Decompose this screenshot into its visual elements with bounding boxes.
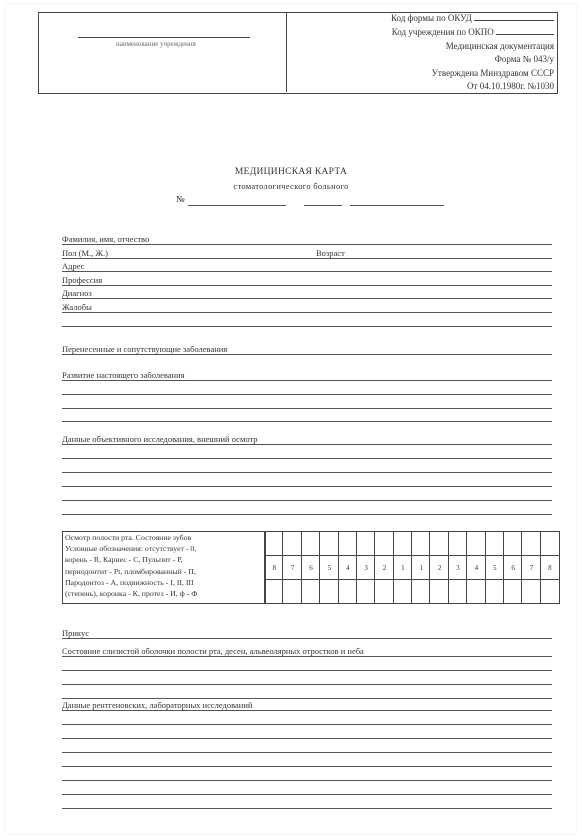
profession-label: Профессия <box>62 275 103 285</box>
xray-label: Данные рентгеновских, лабораторных исследований <box>62 700 253 710</box>
objective-exam-line-6[interactable] <box>62 514 552 515</box>
diagnosis-line[interactable] <box>62 298 552 299</box>
xray-line-7[interactable] <box>62 794 552 795</box>
sex-label: Пол (М., Ж.) <box>62 248 108 258</box>
tooth-number: 6 <box>511 564 515 572</box>
tooth-number: 8 <box>548 564 552 572</box>
objective-exam-line-2[interactable] <box>62 458 552 459</box>
dental-legend-line-3: корень - R, Кариес - С, Пульпит - Р, <box>65 555 183 565</box>
teeth-chart[interactable] <box>264 531 560 604</box>
diagnosis-label: Диагноз <box>62 288 92 298</box>
tooth-number: 8 <box>272 564 276 572</box>
med-documentation-label: Медицинская документация <box>445 41 554 51</box>
development-label: Развитие настоящего заболевания <box>62 370 185 380</box>
mucosa-line-4[interactable] <box>62 698 552 699</box>
approval-date: От 04.10.1980г. №1030 <box>467 81 554 91</box>
card-number-line <box>188 205 286 206</box>
sex-age-line[interactable] <box>62 258 552 259</box>
okud-code-label: Код формы по ОКУД <box>391 12 554 24</box>
complaints-line[interactable] <box>62 312 552 313</box>
tooth-number: 4 <box>345 564 350 572</box>
tooth-number: 1 <box>419 564 423 572</box>
past-diseases-label: Перенесенные и сопутствующие заболевания <box>62 344 228 354</box>
institution-caption: наименование учреждения <box>116 40 196 48</box>
tooth-number: 1 <box>401 564 405 572</box>
dental-legend-line-1: Осмотр полости рта. Состояние зубов <box>65 533 192 542</box>
okpo-code-label: Код учреждения по ОКПО <box>392 26 554 38</box>
address-line[interactable] <box>62 271 552 272</box>
tooth-number: 6 <box>309 564 313 572</box>
tooth-number: 2 <box>382 564 387 572</box>
mucosa-line-3[interactable] <box>62 684 552 685</box>
institution-name-line <box>78 37 250 38</box>
xray-line[interactable] <box>62 710 552 711</box>
dental-legend-line-2: Условные обозначения: отсутствует - 0, <box>65 544 197 554</box>
objective-exam-label: Данные объективного исследования, внешний осмотр <box>62 434 258 444</box>
tooth-number: 2 <box>437 564 442 572</box>
objective-exam-line[interactable] <box>62 444 552 445</box>
development-line-2[interactable] <box>62 394 552 395</box>
age-label: Возраст <box>316 248 345 258</box>
xray-line-3[interactable] <box>62 738 552 739</box>
mucosa-line-2[interactable] <box>62 670 552 671</box>
card-title: МЕДИЦИНСКАЯ КАРТА <box>234 167 348 177</box>
complaints-line-2[interactable] <box>62 326 552 327</box>
tooth-number: 3 <box>364 564 368 572</box>
tooth-number: 7 <box>529 564 534 572</box>
development-line[interactable] <box>62 380 552 381</box>
dental-legend-line-6: (степень), коронка - К, протез - И, ф - Ф <box>65 589 198 599</box>
development-line-3[interactable] <box>62 408 552 409</box>
profession-line[interactable] <box>62 285 552 286</box>
mucosa-label: Состояние слизистой оболочки полости рта, десен, альвеолярных отростков и неба <box>62 646 364 656</box>
xray-line-6[interactable] <box>62 780 552 781</box>
fio-label: Фамилия, имя, отчество <box>62 234 150 244</box>
xray-line-8[interactable] <box>62 808 552 809</box>
approval-label: Утверждена Минздравом СССР <box>431 68 554 78</box>
complaints-label: Жалобы <box>62 302 92 312</box>
card-date-line-1 <box>304 205 342 206</box>
tooth-number: 7 <box>290 564 295 572</box>
header-divider <box>286 12 287 92</box>
dental-legend-line-5: Пародонтоз - А, подвижность - I, II, III <box>65 577 194 587</box>
objective-exam-line-3[interactable] <box>62 472 552 473</box>
xray-line-4[interactable] <box>62 752 552 753</box>
bite-line[interactable] <box>62 638 552 639</box>
tooth-number: 5 <box>327 564 332 572</box>
tooth-number: 5 <box>492 564 497 572</box>
dental-legend-line-4: периодонтит - Pt, пломбированный - П, <box>65 566 196 576</box>
tooth-number: 3 <box>456 564 460 572</box>
objective-exam-line-4[interactable] <box>62 486 552 487</box>
objective-exam-line-5[interactable] <box>62 500 552 501</box>
fio-line[interactable] <box>62 244 552 245</box>
dental-legend-box <box>62 531 266 604</box>
form-number: Форма № 043/у <box>494 54 554 64</box>
xray-line-2[interactable] <box>62 724 552 725</box>
development-line-4[interactable] <box>62 421 552 422</box>
card-subtitle: стоматологического больного <box>233 181 349 191</box>
bite-label: Прикус <box>62 628 89 638</box>
address-label: Адрес <box>62 261 85 271</box>
card-date-line-2 <box>350 205 444 206</box>
tooth-number: 4 <box>474 564 479 572</box>
mucosa-line[interactable] <box>62 656 552 657</box>
past-diseases-line[interactable] <box>62 354 552 355</box>
number-sign: № <box>176 194 185 204</box>
xray-line-5[interactable] <box>62 766 552 767</box>
